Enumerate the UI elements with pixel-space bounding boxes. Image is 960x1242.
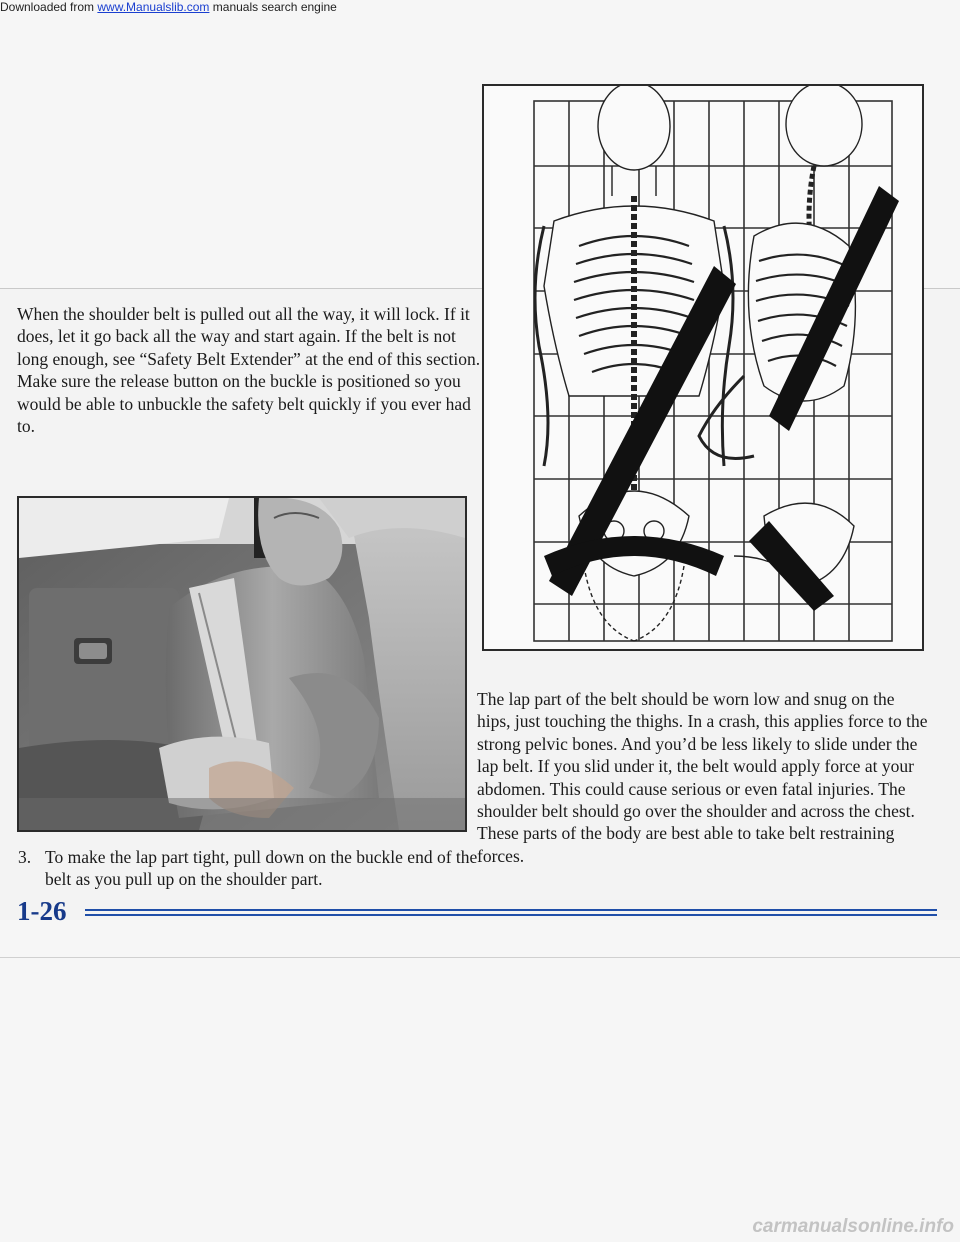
watermark-suffix: manuals search engine — [209, 0, 337, 14]
belt-position-diagram — [482, 84, 924, 651]
page-bottom-edge — [0, 957, 960, 958]
footer-rule-bottom — [85, 914, 937, 916]
manualslib-link[interactable]: www.Manualslib.com — [97, 0, 210, 14]
footer-rule-top — [85, 909, 937, 911]
site-watermark: carmanualsonline.info — [752, 1216, 954, 1237]
belt-photo-illustration — [19, 498, 465, 830]
page-number: 1-26 — [17, 896, 67, 926]
belt-photo — [17, 496, 467, 832]
side-skeleton — [699, 86, 862, 596]
download-watermark — [0, 0, 337, 14]
lap-belt-paragraph: The lap part of the belt should be worn low and snug on the hips, just touching the thighs. In a crash, this applies force to the strong pelvic bones. And you’d be less likely to slide under the lap belt. If you slid under it, the belt would apply force at your abdomen. This could cause serious or even fatal injuries. The shoulder belt should go over the shoulder and across the chest. These parts of the body are best able to take belt restraining forces. — [477, 689, 928, 866]
page-footer — [17, 896, 937, 926]
watermark-prefix: Downloaded from — [0, 0, 98, 14]
shoulder-belt-paragraph: When the shoulder belt is pulled out all the way, it will lock. If it does, let it go back all the way and start again. If the belt is not long enough, see “Safety Belt Extender” at the end of this section. Make sure the release button on the buckle is positioned so you would be able to unbuckle the safety belt quickly if you ever had to. — [17, 304, 481, 437]
step-number: 3. — [18, 847, 32, 867]
skeleton-belt-illustration — [484, 86, 922, 649]
step-text: To make the lap part tight, pull down on the buckle end of the belt as you pull up on the shoulder part. — [45, 847, 478, 890]
step-3 — [18, 846, 478, 891]
